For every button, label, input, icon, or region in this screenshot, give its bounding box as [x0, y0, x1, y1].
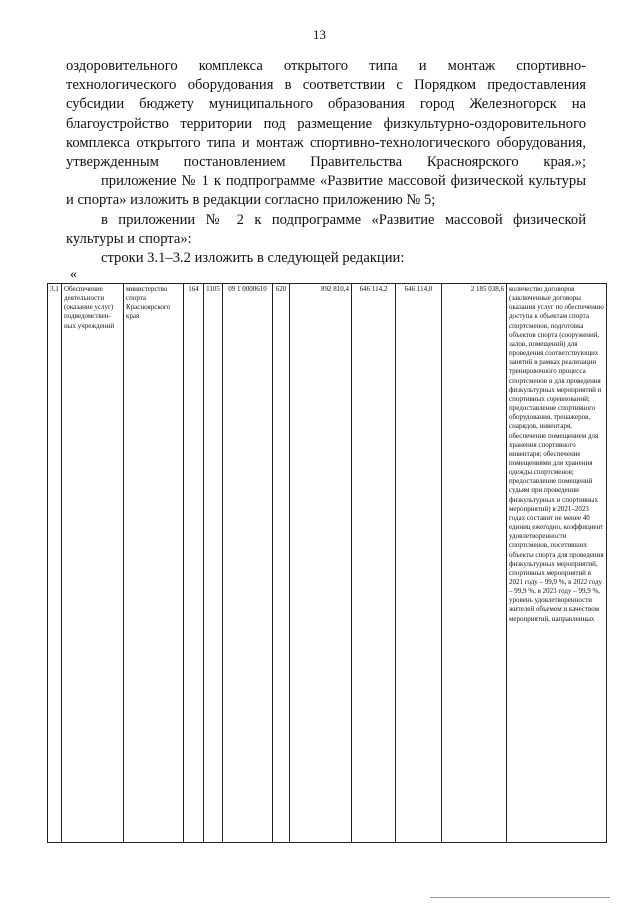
csr-code: 09 1 0000610 [223, 284, 273, 843]
expected-result: количество договоров (заключенные договоры оказания услуг по обеспечению доступа к объектам спорта спортсменов, подготовка объектов спорта (сооружений, залов, помещений) для проведения соответствующих занятий в рамках реализации тренировочного процесса спортсменов и для проведения физкультурных мероприятий и спортивных соревнований; предоставление спортивного оборудования, тренажеров, снарядов, инвентаря, обеспечение помещением для хранения спортивного инвентаря; обеспечение помещениями для хранения одежды спортсменов; предоставление помещений судьям при проведении физкультурных и спортивных мероприятий) в 2021–2023 годах составит не менее 40 единиц ежегодно, коэффициент удовлетворенности спортсменов, посетивших объекты спорта для проведения физкультурных мероприятий, спортивных мероприятий в 2021 году – 99,9 %, в 2022 году – 99,9 %, в 2023 году – 99,9 %, уровень удовлетворенности жителей объемом и качеством мероприятий, направленных [507, 284, 607, 843]
opening-quote-mark: « [70, 267, 77, 282]
paragraph-appendix-1: приложение № 1 к подпрограмме «Развитие массовой физической культуры и спорта» изложить в редакции согласно приложению № 5; [66, 173, 586, 209]
amount-total: 2 185 038,6 [442, 284, 507, 843]
row-number: 3.1 [48, 284, 62, 843]
program-measures-table [47, 283, 607, 843]
grbs-code: 164 [184, 284, 204, 843]
table-row [48, 284, 607, 843]
rzpr-code: 1105 [204, 284, 223, 843]
vr-code: 620 [273, 284, 290, 843]
amount-2021: 892 810,4 [290, 284, 352, 843]
paragraph-appendix-2: в приложении № 2 к подпрограмме «Развитие массовой физической культуры и спорта»: [66, 211, 586, 247]
amount-2023: 646 114,0 [396, 284, 442, 843]
paragraph-rows-instruction: строки 3.1–3.2 изложить в следующей редакции: [101, 250, 405, 267]
paragraph-continuation: оздоровительного комплекса открытого типа и монтаж спортивно-технологического оборудования в соответствии с Порядком предоставления субсидии бюджету муниципального образования город Железногорск на благоустройство территории под размещение физкультурно-оздоровительного комплекса открытого типа и монтаж спортивно-технологического оборудования, утвержденным постановлением Правительства Красноярского края.»; [66, 58, 586, 171]
amount-2022: 646 114,2 [352, 284, 396, 843]
measure-name: Обеспечение деятельности (оказание услуг) подведомствен-ных учреждений [62, 284, 124, 843]
body-text [66, 57, 586, 268]
bottom-rule [430, 897, 610, 898]
executor: министерство спорта Красноярского края [124, 284, 184, 843]
page-number: 13 [313, 27, 326, 42]
